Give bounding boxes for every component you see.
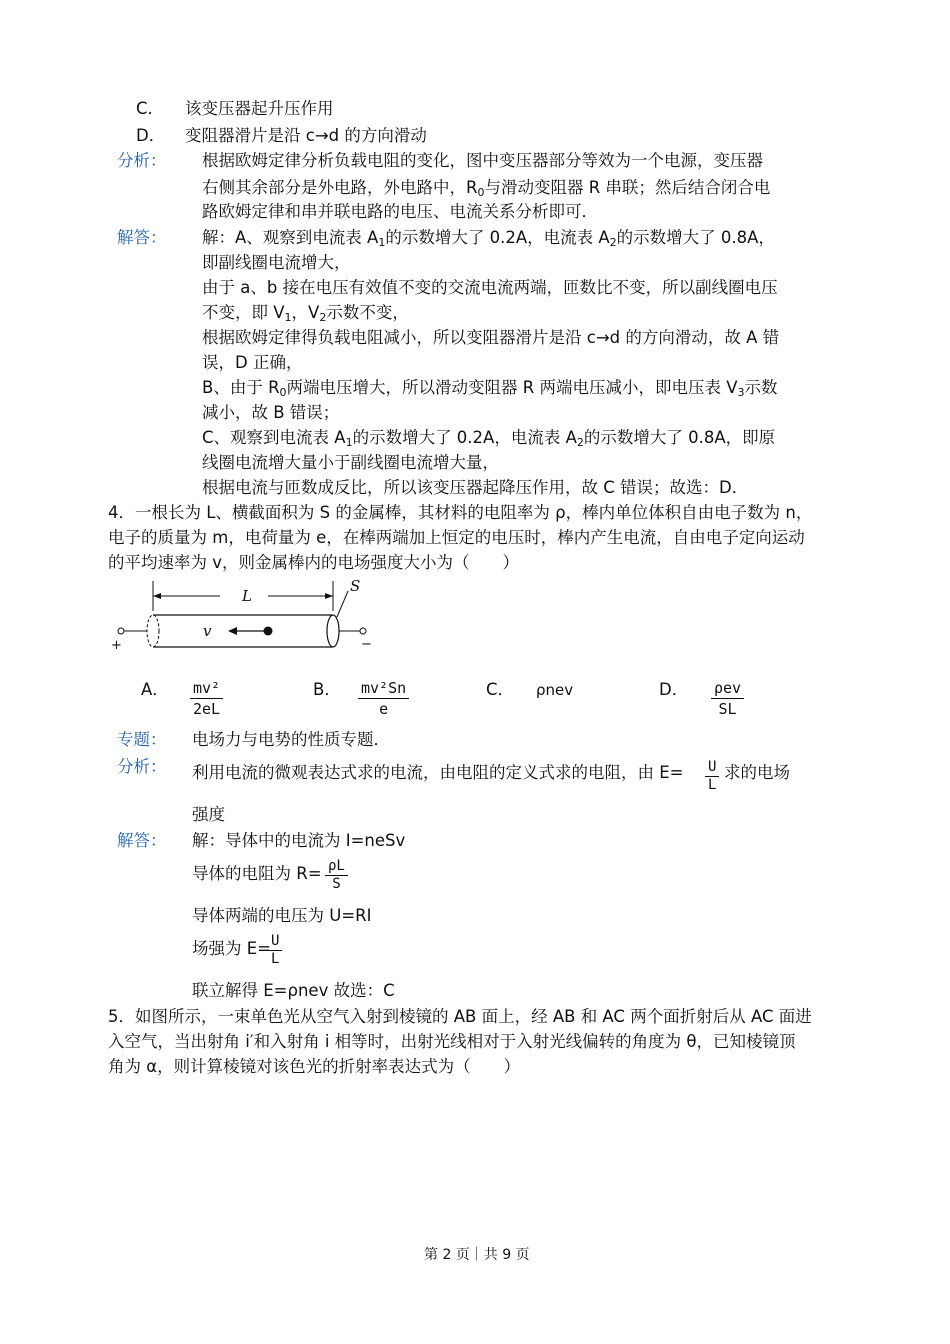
answer-line: 导体两端的电压为 U=RI: [192, 906, 372, 925]
rod-right-face: [327, 615, 339, 647]
terminal-plus: [118, 628, 124, 634]
page-number: 第 2 页｜共 9 页: [424, 1247, 530, 1263]
answer-line: B、由于 $R_0$两端电压增大，所以滑动变阻器 R 两端电压减小，即电压表 $V_3$示数: [202, 378, 778, 399]
topic-text: 电场力与电势的性质专题．: [192, 730, 390, 749]
option-d-fraction: ρev SL: [711, 678, 744, 719]
option-d-text: 变阻器滑片是沿 c→d 的方向滑动: [185, 126, 427, 145]
analysis-line: 路欧姆定律和串并联电路的电压、电流关系分析即可．: [202, 202, 598, 221]
answer-label: 解答：: [117, 228, 167, 247]
length-label: L: [242, 587, 252, 605]
option-c-letter: C．: [136, 99, 165, 118]
option-b-letter: B．: [313, 680, 341, 699]
answer-line: 误，D 正确，: [202, 353, 303, 372]
analysis-text: 求的电场: [724, 763, 790, 782]
analysis-line: 右侧其余部分是外电路，外电路中，$R_0$与滑动变阻器 R 串联；然后结合闭合电: [202, 178, 771, 199]
answer-line: 解：导体中的电流为 I=neSv: [192, 831, 406, 850]
answer-line: 解：A、观察到电流表 $A_1$的示数增大了 0.2A，电流表 $A_2$的示数增大了 0.8A，: [202, 228, 775, 249]
topic-label: 专题：: [117, 730, 167, 749]
answer-label: 解答：: [117, 831, 167, 850]
answer-line: 根据欧姆定律得负载电阻减小，所以变阻器滑片是沿 c→d 的方向滑动，故 A 错: [202, 328, 780, 347]
analysis-text: 强度: [192, 805, 225, 824]
q5-stem-line: 入空气，当出射角 i′和入射角 i 相等时，出射光线相对于入射光线偏转的角度为 θ，已知棱镜顶: [108, 1032, 796, 1051]
answer-line: 场强为 E=: [192, 939, 271, 958]
q4-stem-line: 电子的质量为 m，电荷量为 e，在棒两端加上恒定的电压时，棒内产生电流，自由电子定向运动: [108, 528, 805, 547]
metal-rod-figure: [108, 575, 398, 655]
electron-dot: [264, 627, 273, 636]
answer-line: 减小，故 B 错误；: [202, 403, 340, 422]
q5-stem-line: 5．如图所示，一束单色光从空气入射到棱镜的 AB 面上，经 AB 和 AC 两个面折射后从 AC 面进: [108, 1007, 812, 1026]
area-label: S: [350, 577, 361, 595]
option-a-fraction: $\frac{\text{mv²}}{2eL}$: [190, 678, 223, 719]
answer-line: 即副线圈电流增大，: [202, 253, 351, 272]
q5-stem-line: 角为 α，则计算棱镜对该色光的折射率表达式为（ ）: [108, 1057, 521, 1076]
option-d-letter: D．: [659, 680, 689, 699]
option-b-fraction: $\frac{\text{mv²Sn}}{e}$: [358, 678, 409, 719]
area-pointer: [337, 591, 348, 617]
option-d-letter: D．: [136, 126, 166, 145]
answer-line: 线圈电流增大量小于副线圈电流增大量，: [202, 453, 499, 472]
q4-stem-line: 的平均速率为 v，则金属棒内的电场强度大小为（ ）: [108, 553, 520, 572]
analysis-text: 利用电流的微观表达式求的电流，由电阻的定义式求的电阻，由 E=: [192, 763, 684, 782]
field-fraction: $\frac{U}{L}$: [268, 933, 282, 968]
answer-line: 根据电流与匝数成反比，所以该变压器起降压作用，故 C 错误；故选：D．: [202, 478, 749, 497]
option-c-text: 该变压器起升压作用: [185, 99, 334, 118]
resistance-fraction: $\frac{\rho L}{S}$: [325, 858, 348, 893]
analysis-label: 分析：: [117, 757, 167, 776]
plus-sign: +: [111, 638, 122, 653]
option-c-letter: C．: [486, 680, 515, 699]
answer-line: 由于 a、b 接在电压有效值不变的交流电流两端，匝数比不变，所以副线圈电压: [202, 278, 778, 297]
answer-line: 不变，即 $V_1$，$V_2$示数不变，: [202, 303, 409, 324]
option-a-letter: A．: [141, 680, 169, 699]
rod-left-face: [147, 615, 159, 647]
q4-stem-line: 4．一根长为 L、横截面积为 S 的金属棒，其材料的电阻率为 ρ，棒内单位体积自由电子数为 n，: [108, 503, 813, 522]
minus-sign: −: [361, 637, 372, 652]
option-c-text: ρnev: [536, 681, 574, 699]
answer-line: 联立解得 E=ρnev 故选：C: [192, 981, 395, 1000]
terminal-minus: [360, 628, 366, 634]
answer-line: 导体的电阻为 R=: [192, 864, 322, 883]
answer-line: C、观察到电流表 $A_1$的示数增大了 0.2A，电流表 $A_2$的示数增大了 0.8A，即原: [202, 428, 776, 449]
analysis-line: 根据欧姆定律分析负载电阻的变化，图中变压器部分等效为一个电源，变压器: [202, 151, 763, 170]
analysis-fraction: $\frac{U}{L}$: [705, 759, 719, 794]
analysis-label: 分析：: [117, 151, 167, 170]
velocity-label: v: [203, 622, 212, 640]
